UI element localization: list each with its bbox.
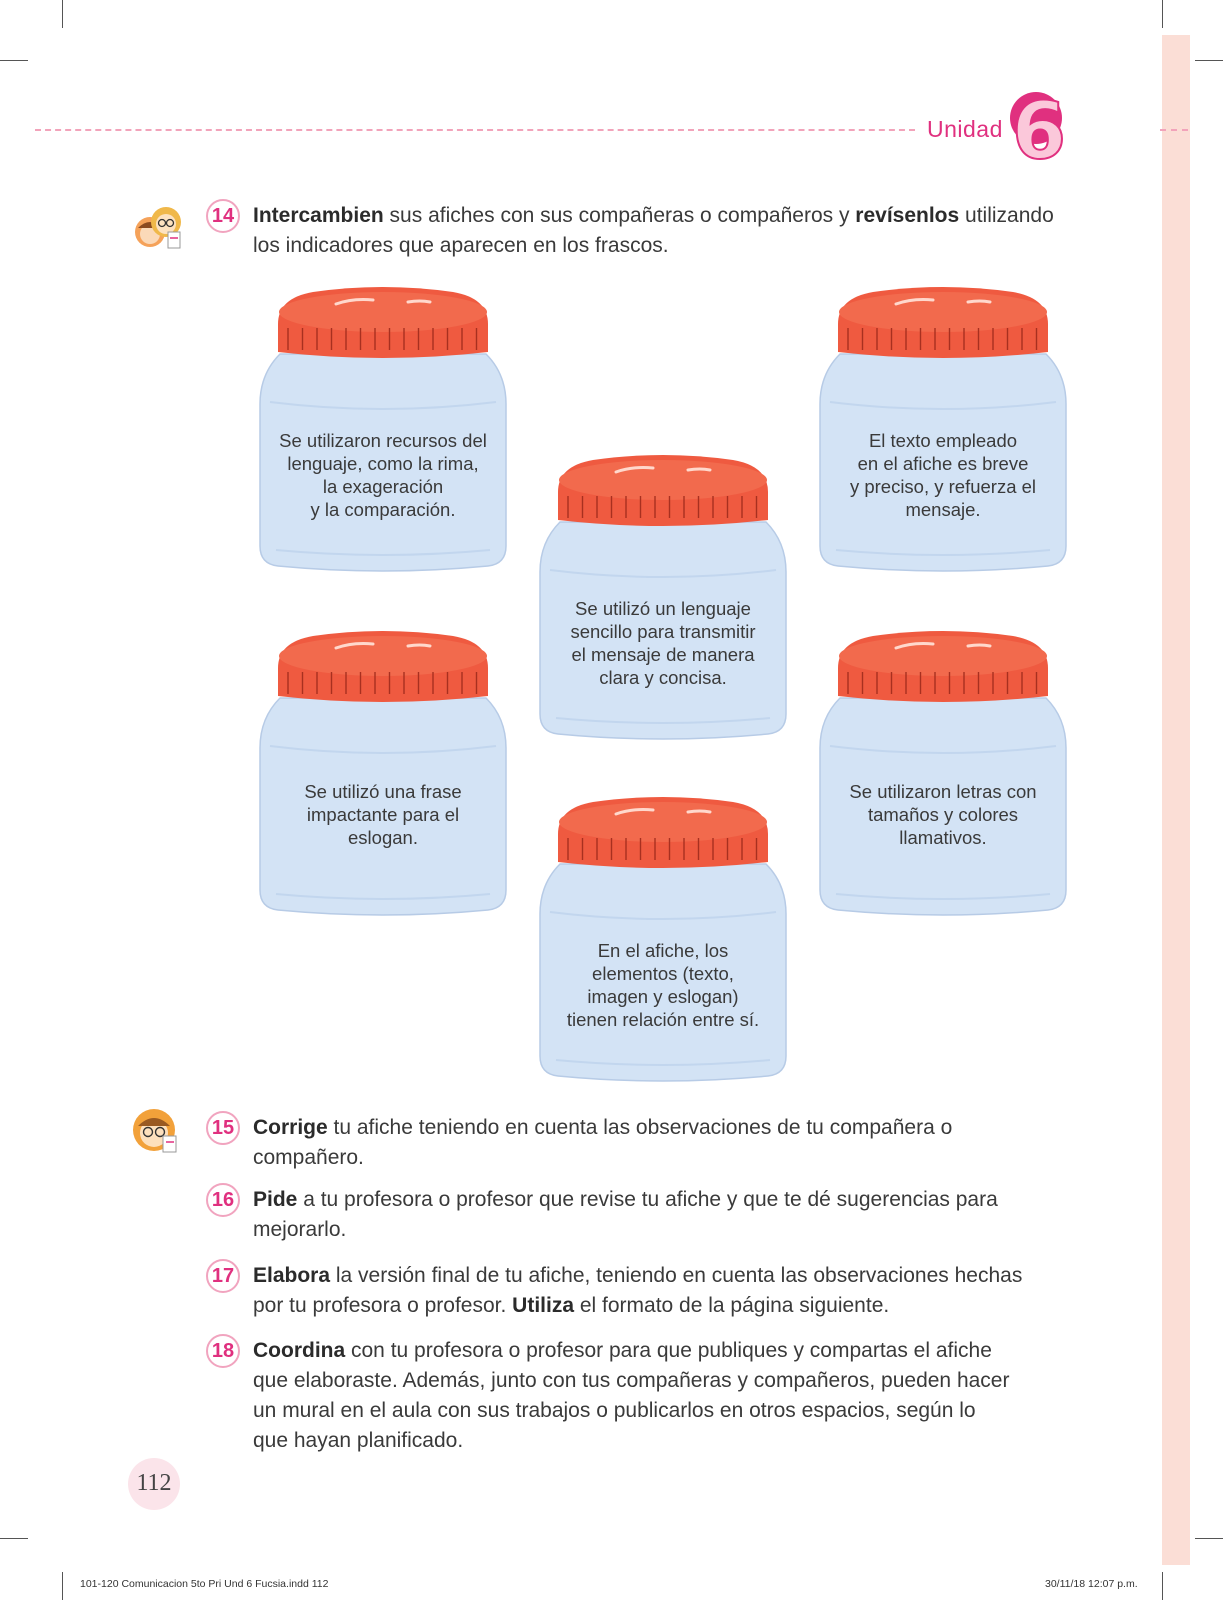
crop-mark bbox=[1162, 1572, 1163, 1600]
jar-card bbox=[818, 284, 1068, 574]
jar-text-line: Se utilizaron recursos del bbox=[279, 430, 487, 451]
activity-number-badge: 18 bbox=[206, 1334, 240, 1368]
crop-mark bbox=[62, 1572, 63, 1600]
side-color-strip bbox=[1162, 35, 1190, 1565]
jar-text-line: Se utilizaron letras con bbox=[849, 781, 1037, 802]
footer-file-name: 101-120 Comunicacion 5to Pri Und 6 Fucsia.indd 112 bbox=[80, 1578, 329, 1590]
jar-card bbox=[538, 452, 788, 742]
activity-text-segment: sus afiches con sus compañeras o compañeros y bbox=[383, 204, 856, 227]
header-dashed-line bbox=[35, 129, 915, 131]
activity-keyword: revísenlos bbox=[855, 204, 960, 227]
jar-card bbox=[258, 628, 508, 918]
jar-text-line: y la comparación. bbox=[310, 499, 456, 520]
activity-number-badge: 15 bbox=[206, 1111, 240, 1145]
jar-text-line: el mensaje de manera bbox=[571, 644, 755, 665]
jar-card bbox=[818, 628, 1068, 918]
jar-graphic bbox=[818, 628, 1068, 918]
crop-mark bbox=[62, 0, 63, 28]
header-dashed-line bbox=[1160, 129, 1188, 131]
activity-text bbox=[253, 1113, 1053, 1173]
activity-text-segment: con tu profesora o profesor para que publiques y compartas el afiche que elaboraste. Además, junto con tus compañeras y compañeros, pueden hacer un mural en el aula con sus trabajos o publicarlos en otros espacios, según lo que hayan planificado. bbox=[253, 1339, 1010, 1452]
crop-mark bbox=[1195, 1538, 1223, 1539]
jar-text-line: elementos (texto, bbox=[592, 963, 734, 984]
jar-indicator-text bbox=[274, 780, 492, 849]
jar-text-line: imagen y eslogan) bbox=[587, 986, 739, 1007]
activity-text bbox=[253, 1185, 1083, 1245]
crop-mark bbox=[1195, 60, 1223, 61]
page-number: 112 bbox=[136, 1470, 172, 1496]
activity-keyword: Coordina bbox=[253, 1339, 346, 1362]
jar-indicator-text bbox=[554, 939, 772, 1031]
jar-card bbox=[538, 794, 788, 1084]
jar-text-line: En el afiche, los bbox=[597, 940, 729, 961]
jar-text-line: y preciso, y refuerza el bbox=[849, 476, 1037, 497]
activity-number-badge: 16 bbox=[206, 1183, 240, 1217]
activity-text-segment: el formato de la página siguiente. bbox=[574, 1294, 890, 1317]
activity-text bbox=[253, 1261, 1053, 1321]
jar-indicator-text bbox=[834, 780, 1052, 849]
jar-text-line: eslogan. bbox=[348, 827, 418, 848]
jar-text-line: Se utilizó un lenguaje bbox=[575, 598, 751, 619]
jar-text-line: mensaje. bbox=[905, 499, 981, 520]
activity-text bbox=[253, 1336, 1013, 1456]
activity-text bbox=[253, 201, 1083, 261]
activity-text-segment: a tu profesora o profesor que revise tu afiche y que te dé sugerencias para mejorarlo. bbox=[253, 1188, 998, 1241]
activity-keyword: Utiliza bbox=[512, 1294, 574, 1317]
activity-keyword: Pide bbox=[253, 1188, 298, 1211]
jar-graphic bbox=[258, 628, 508, 918]
activity-text-segment: la versión final de tu afiche, teniendo en cuenta las observaciones hechas por tu profesora o profesor. bbox=[253, 1264, 1023, 1317]
activity-number-badge: 14 bbox=[206, 199, 240, 233]
jar-text-line: Se utilizó una frase bbox=[304, 781, 462, 802]
crop-mark bbox=[0, 1538, 28, 1539]
jar-text-line: tamaños y colores bbox=[867, 804, 1019, 825]
jar-text-line: tienen relación entre sí. bbox=[566, 1009, 760, 1030]
unit-number: 6 bbox=[1011, 87, 1067, 177]
activity-keyword: Corrige bbox=[253, 1116, 328, 1139]
activity-keyword: Elabora bbox=[253, 1264, 331, 1287]
jar-text-line: lenguaje, como la rima, bbox=[287, 453, 479, 474]
jar-card bbox=[258, 284, 508, 574]
jar-text-line: en el afiche es breve bbox=[857, 453, 1029, 474]
crop-mark bbox=[1162, 0, 1163, 28]
pair-work-icon bbox=[130, 198, 185, 253]
jar-text-line: El texto empleado bbox=[868, 430, 1018, 451]
jar-text-line: llamativos. bbox=[899, 827, 987, 848]
jar-indicator-text bbox=[834, 429, 1052, 521]
jar-text-line: clara y concisa. bbox=[599, 667, 727, 688]
jar-text-line: impactante para el bbox=[306, 804, 460, 825]
crop-mark bbox=[0, 60, 28, 61]
jar-text-line: la exageración bbox=[322, 476, 444, 497]
jar-indicator-text bbox=[274, 429, 492, 521]
jar-indicator-text bbox=[554, 597, 772, 689]
activity-number-badge: 17 bbox=[206, 1259, 240, 1293]
jar-text-line: sencillo para transmitir bbox=[570, 621, 756, 642]
unit-label: Unidad bbox=[927, 116, 1003, 142]
individual-work-icon bbox=[130, 1104, 182, 1156]
activity-text-segment: tu afiche teniendo en cuenta las observaciones de tu compañera o compañero. bbox=[253, 1116, 953, 1169]
activity-keyword: Intercambien bbox=[253, 204, 384, 227]
footer-date: 30/11/18 12:07 p.m. bbox=[1045, 1578, 1138, 1590]
activity-text-segment: utilizando los indicadores que aparecen en los frascos. bbox=[253, 204, 1054, 257]
